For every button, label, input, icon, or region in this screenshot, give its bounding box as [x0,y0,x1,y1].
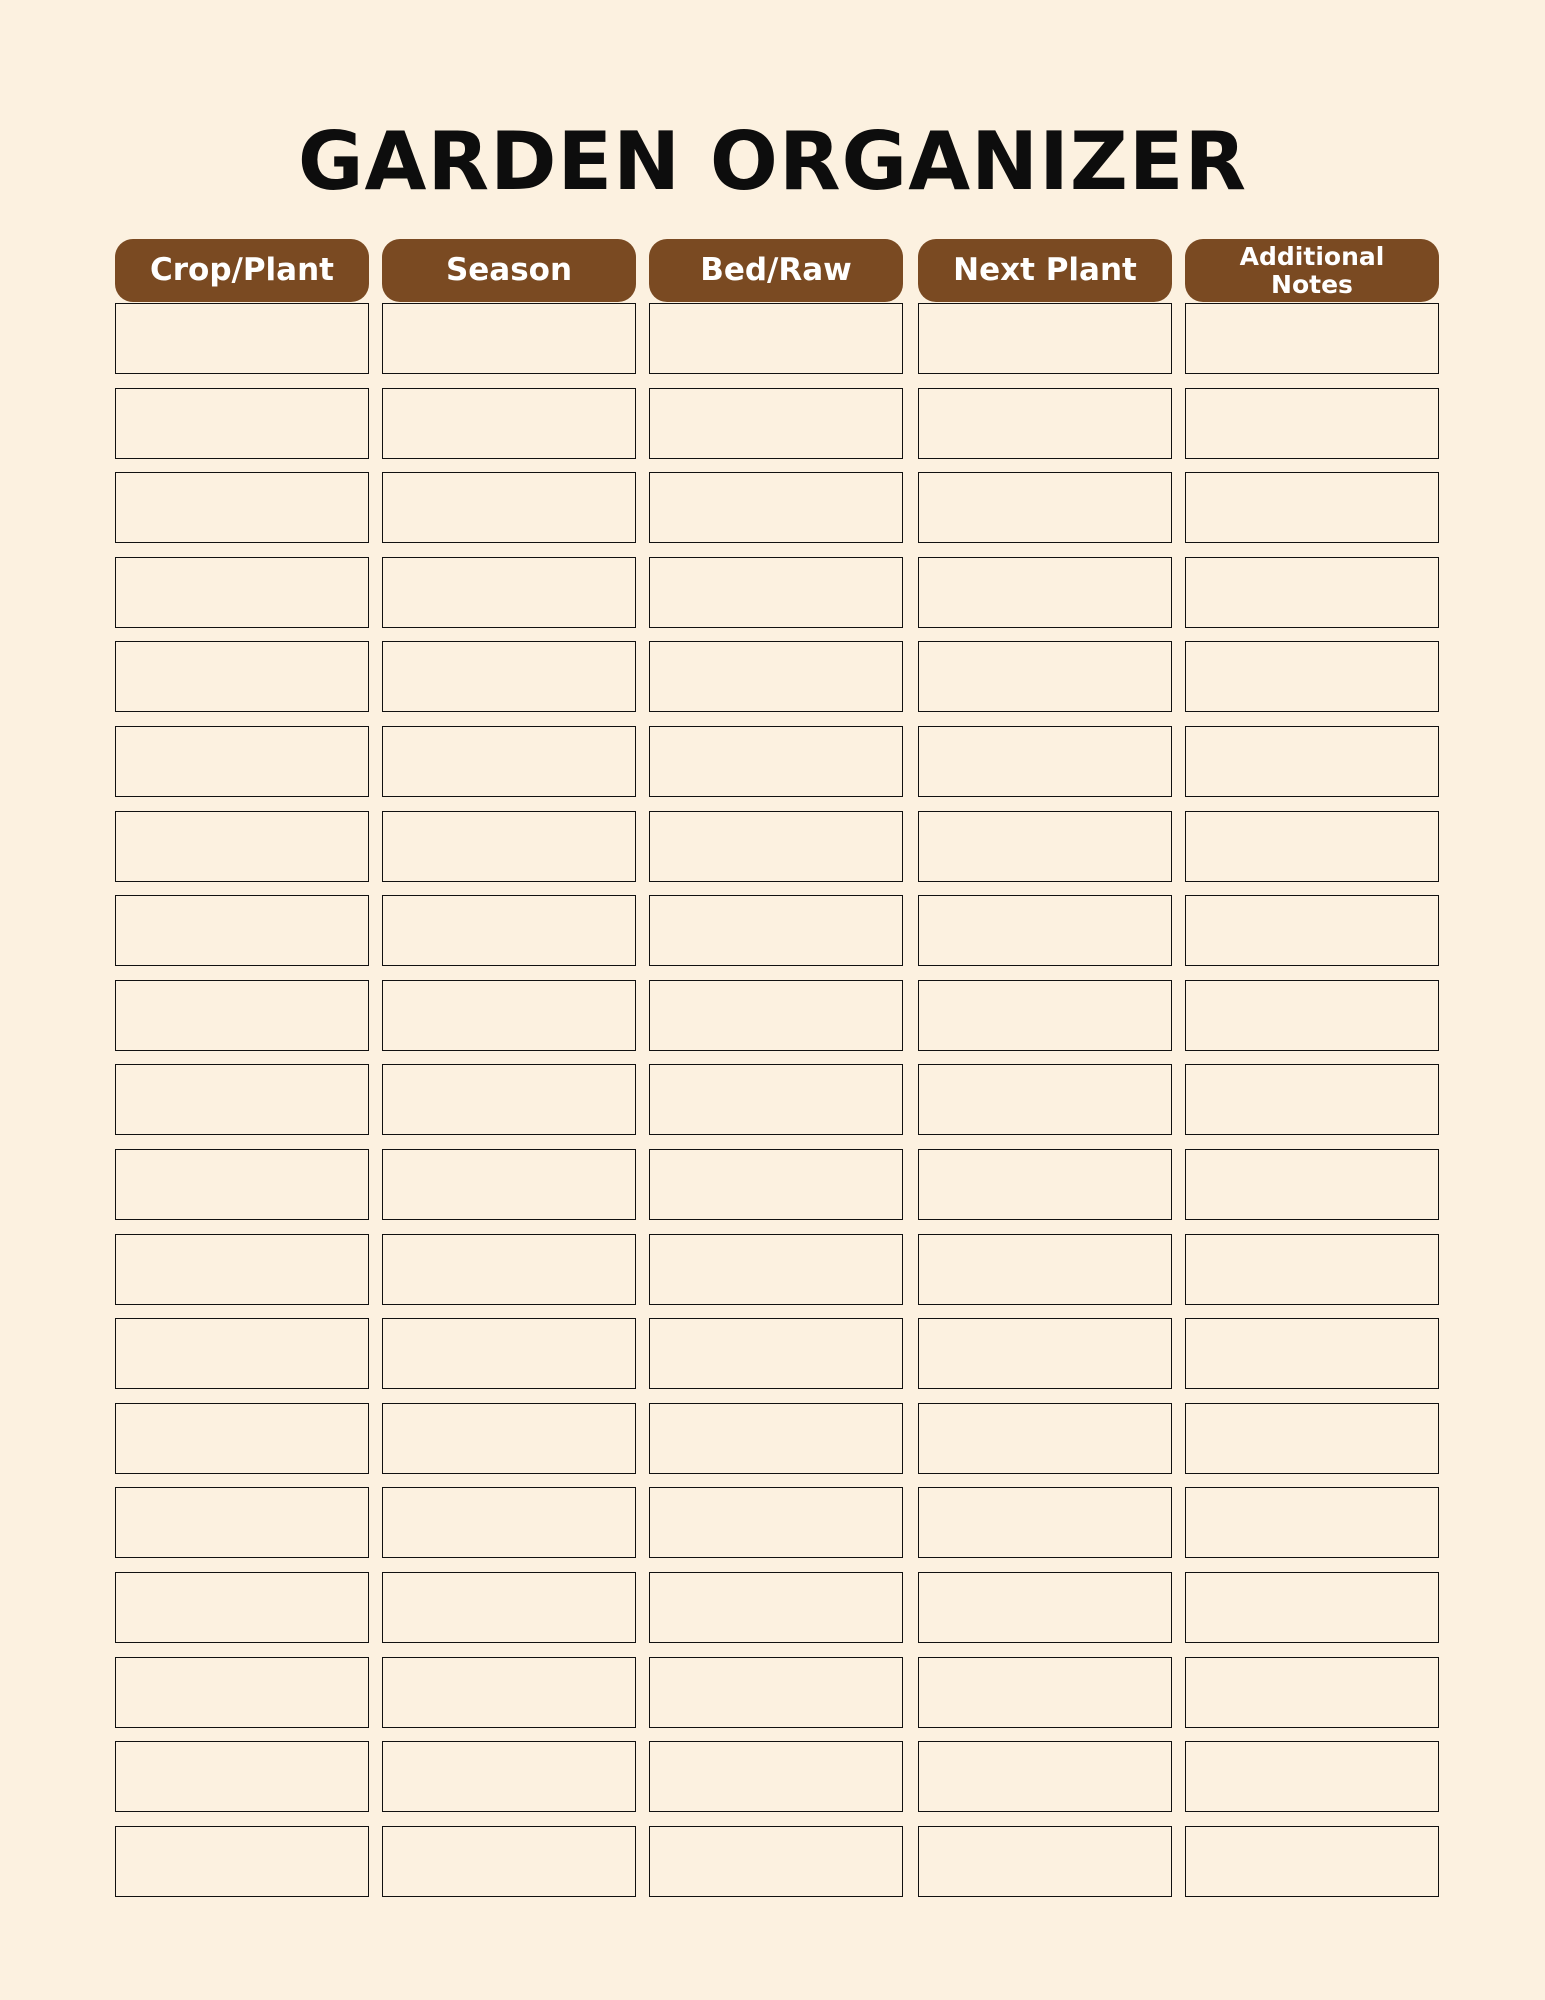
column-header-additional-notes: Additional Notes [1185,239,1439,302]
entry-cell-season[interactable] [382,1149,636,1220]
entry-cell-additional-notes[interactable] [1185,726,1439,797]
entry-cell-next-plant[interactable] [918,1234,1172,1305]
entry-cell-additional-notes[interactable] [1185,811,1439,882]
entry-cell-next-plant[interactable] [918,1826,1172,1897]
entry-cell-bed-raw[interactable] [649,726,903,797]
entry-cell-season[interactable] [382,641,636,712]
page-title: GARDEN ORGANIZER [297,115,1248,208]
entry-cell-season[interactable] [382,895,636,966]
entry-cell-additional-notes[interactable] [1185,1657,1439,1728]
entry-cell-season[interactable] [382,1487,636,1558]
entry-cell-next-plant[interactable] [918,641,1172,712]
entry-cell-season[interactable] [382,472,636,543]
column-header-bed-raw: Bed/Raw [649,239,903,302]
entry-cell-additional-notes[interactable] [1185,557,1439,628]
entry-cell-additional-notes[interactable] [1185,641,1439,712]
entry-cell-season[interactable] [382,1403,636,1474]
entry-cell-season[interactable] [382,388,636,459]
entry-cell-bed-raw[interactable] [649,641,903,712]
entry-cell-crop-plant[interactable] [115,1064,369,1135]
entry-cell-next-plant[interactable] [918,811,1172,882]
entry-cell-bed-raw[interactable] [649,811,903,882]
entry-cell-additional-notes[interactable] [1185,388,1439,459]
entry-cell-season[interactable] [382,1826,636,1897]
entry-cell-bed-raw[interactable] [649,1741,903,1812]
entry-cell-crop-plant[interactable] [115,1741,369,1812]
entry-cell-season[interactable] [382,1741,636,1812]
entry-cell-additional-notes[interactable] [1185,980,1439,1051]
entry-cell-next-plant[interactable] [918,1572,1172,1643]
entry-cell-bed-raw[interactable] [649,1572,903,1643]
entry-cell-next-plant[interactable] [918,1741,1172,1812]
entry-cell-season[interactable] [382,980,636,1051]
entry-cell-additional-notes[interactable] [1185,1064,1439,1135]
column-header-next-plant: Next Plant [918,239,1172,302]
entry-cell-next-plant[interactable] [918,557,1172,628]
entry-cell-season[interactable] [382,811,636,882]
entry-cell-crop-plant[interactable] [115,1826,369,1897]
entry-cell-season[interactable] [382,1064,636,1135]
entry-cell-bed-raw[interactable] [649,980,903,1051]
entry-cell-crop-plant[interactable] [115,1403,369,1474]
entry-cell-bed-raw[interactable] [649,1403,903,1474]
entry-cell-next-plant[interactable] [918,303,1172,374]
entry-cell-bed-raw[interactable] [649,1487,903,1558]
entry-cell-bed-raw[interactable] [649,1064,903,1135]
entry-cell-next-plant[interactable] [918,1064,1172,1135]
entry-cell-crop-plant[interactable] [115,1657,369,1728]
entry-cell-bed-raw[interactable] [649,1318,903,1389]
entry-cell-additional-notes[interactable] [1185,1234,1439,1305]
entry-cell-bed-raw[interactable] [649,1657,903,1728]
entry-cell-bed-raw[interactable] [649,557,903,628]
entry-cell-next-plant[interactable] [918,1318,1172,1389]
entry-cell-crop-plant[interactable] [115,726,369,797]
entry-cell-next-plant[interactable] [918,895,1172,966]
entry-cell-additional-notes[interactable] [1185,472,1439,543]
entry-cell-next-plant[interactable] [918,472,1172,543]
entry-cell-bed-raw[interactable] [649,303,903,374]
entry-cell-crop-plant[interactable] [115,1234,369,1305]
entry-cell-crop-plant[interactable] [115,1487,369,1558]
entry-cell-additional-notes[interactable] [1185,1572,1439,1643]
entry-cell-additional-notes[interactable] [1185,303,1439,374]
entry-cell-season[interactable] [382,726,636,797]
entry-cell-season[interactable] [382,1318,636,1389]
column-header-season: Season [382,239,636,302]
entry-cell-crop-plant[interactable] [115,895,369,966]
entry-cell-crop-plant[interactable] [115,557,369,628]
entry-cell-bed-raw[interactable] [649,1234,903,1305]
column-header-crop-plant: Crop/Plant [115,239,369,302]
entry-cell-bed-raw[interactable] [649,1826,903,1897]
entry-cell-additional-notes[interactable] [1185,1741,1439,1812]
entry-cell-season[interactable] [382,1234,636,1305]
entry-cell-crop-plant[interactable] [115,1149,369,1220]
entry-cell-next-plant[interactable] [918,1487,1172,1558]
entry-cell-next-plant[interactable] [918,726,1172,797]
entry-cell-crop-plant[interactable] [115,641,369,712]
entry-cell-season[interactable] [382,303,636,374]
entry-cell-bed-raw[interactable] [649,388,903,459]
entry-cell-season[interactable] [382,1572,636,1643]
entry-cell-additional-notes[interactable] [1185,1487,1439,1558]
entry-cell-bed-raw[interactable] [649,1149,903,1220]
entry-cell-next-plant[interactable] [918,388,1172,459]
entry-cell-additional-notes[interactable] [1185,1149,1439,1220]
entry-cell-season[interactable] [382,1657,636,1728]
entry-cell-additional-notes[interactable] [1185,1403,1439,1474]
entry-cell-crop-plant[interactable] [115,811,369,882]
entry-cell-additional-notes[interactable] [1185,1826,1439,1897]
entry-cell-bed-raw[interactable] [649,472,903,543]
entry-cell-crop-plant[interactable] [115,303,369,374]
entry-cell-next-plant[interactable] [918,980,1172,1051]
entry-cell-crop-plant[interactable] [115,388,369,459]
entry-cell-next-plant[interactable] [918,1149,1172,1220]
entry-cell-next-plant[interactable] [918,1657,1172,1728]
entry-cell-next-plant[interactable] [918,1403,1172,1474]
entry-cell-crop-plant[interactable] [115,980,369,1051]
entry-cell-crop-plant[interactable] [115,1572,369,1643]
entry-cell-crop-plant[interactable] [115,472,369,543]
entry-cell-additional-notes[interactable] [1185,895,1439,966]
entry-cell-bed-raw[interactable] [649,895,903,966]
entry-cell-additional-notes[interactable] [1185,1318,1439,1389]
entry-cell-season[interactable] [382,557,636,628]
entry-cell-crop-plant[interactable] [115,1318,369,1389]
